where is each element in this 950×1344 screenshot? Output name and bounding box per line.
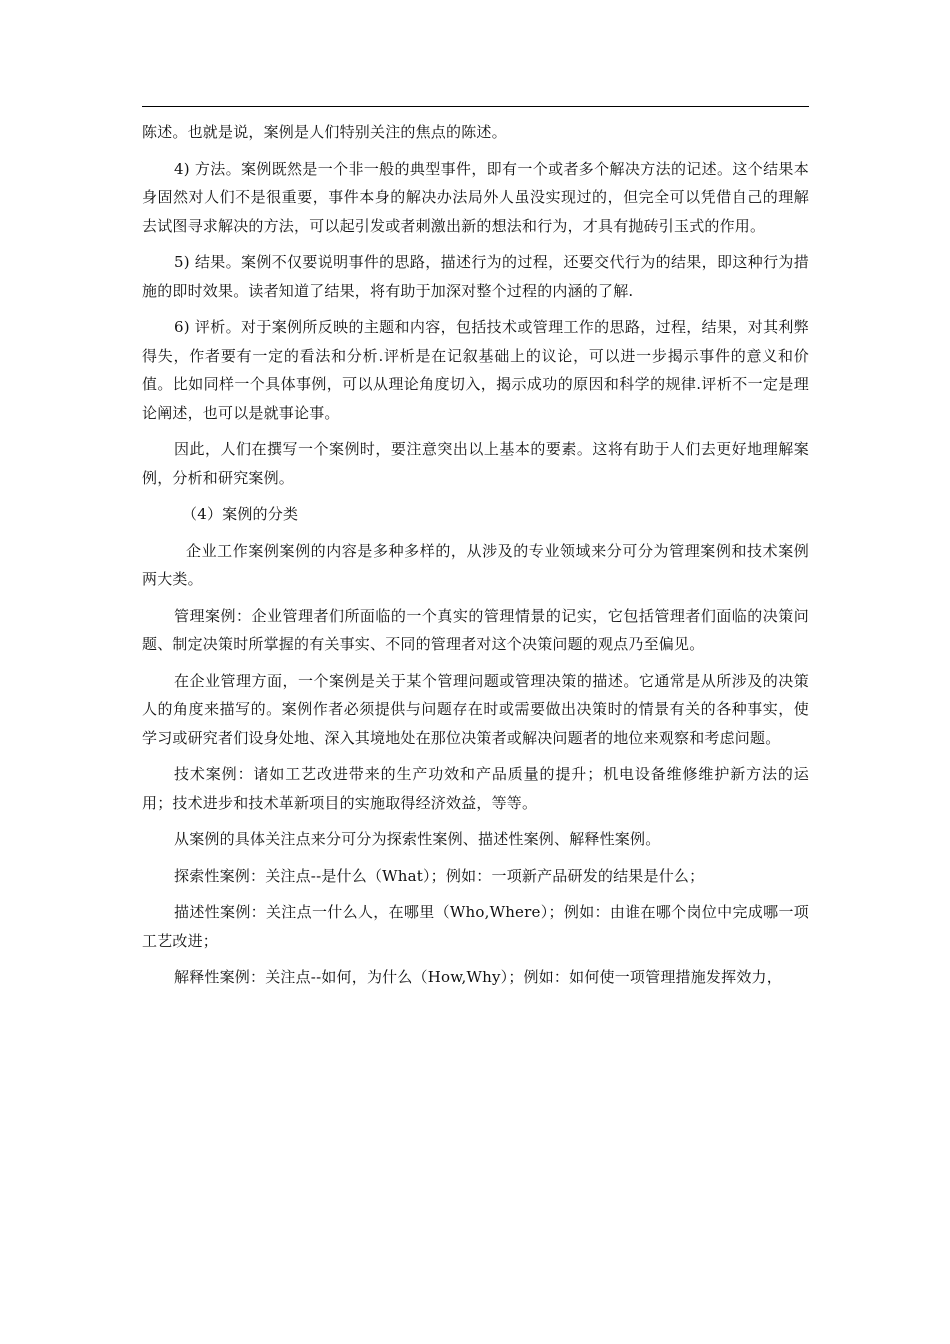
paragraph-analysis: 6) 评析。对于案例所反映的主题和内容，包括技术或管理工作的思路，过程，结果，对其利弊得失，作者要有一定的看法和分析.评析是在记叙基础上的议论，可以进一步揭示事件的意义和价值。比如同样一个具体事例，可以从理论角度切入，揭示成功的原因和科学的规律.评析不一定是理论阐述，也可以是就事论事。 <box>142 318 809 422</box>
paragraph-summary: 因此，人们在撰写一个案例时，要注意突出以上基本的要素。这将有助于人们去更好地理解案例，分析和研究案例。 <box>142 440 809 487</box>
paragraph-continuation: 陈述。也就是说，案例是人们特别关注的焦点的陈述。 <box>142 123 507 141</box>
document-body <box>142 118 809 1000</box>
paragraph-result: 5) 结果。案例不仅要说明事件的思路，描述行为的过程，还要交代行为的结果，即这种行为措施的即时效果。读者知道了结果，将有助于加深对整个过程的内涵的了解. <box>142 253 809 300</box>
paragraph-management-case: 管理案例：企业管理者们所面临的一个真实的管理情景的记实，它包括管理者们面临的决策问题、制定决策时所掌握的有关事实、不同的管理者对这个决策问题的观点乃至偏见。 <box>142 606 809 653</box>
paragraph-exploratory-case: 探索性案例：关注点--是什么（What）；例如：一项新产品研发的结果是什么； <box>174 866 705 885</box>
paragraph-classification-intro: 企业工作案例案例的内容是多种多样的，从涉及的专业领域来分可分为管理案例和技术案例两大类。 <box>142 541 809 588</box>
paragraph-explanatory-case: 解释性案例：关注点--如何，为什么（How,Why）；例如：如何使一项管理措施发挥效力， <box>174 968 782 986</box>
paragraph-management-detail: 在企业管理方面，一个案例是关于某个管理问题或管理决策的描述。它通常是从所涉及的决策人的角度来描写的。案例作者必须提供与问题存在时或需要做出决策时的情景有关的各种事实，使学习或研究者们设身处地、深入其境地处在那位决策者或解决问题者的地位来观察和考虑问题。 <box>142 671 809 747</box>
header-rule <box>142 106 809 107</box>
paragraph-descriptive-case: 描述性案例：关注点一什么人，在哪里（Who,Where）；例如：由谁在哪个岗位中完成哪一项工艺改进； <box>142 903 809 950</box>
paragraph-focus-classification: 从案例的具体关注点来分可分为探索性案例、描述性案例、解释性案例。 <box>174 830 661 848</box>
paragraph-method: 4) 方法。案例既然是一个非一般的典型事件，即有一个或者多个解决方法的记述。这个结果本身固然对人们不是很重要，事件本身的解决办法局外人虽没实现过的，但完全可以凭借自己的理解去试图寻求解决的方法，可以起引发或者刺激出新的想法和行为，才具有抛砖引玉式的作用。 <box>142 159 809 235</box>
paragraph-technical-case: 技术案例：诸如工艺改进带来的生产功效和产品质量的提升；机电设备维修维护新方法的运用；技术进步和技术革新项目的实施取得经济效益，等等。 <box>142 765 809 812</box>
section-heading-case-classification: （4）案例的分类 <box>182 505 299 523</box>
